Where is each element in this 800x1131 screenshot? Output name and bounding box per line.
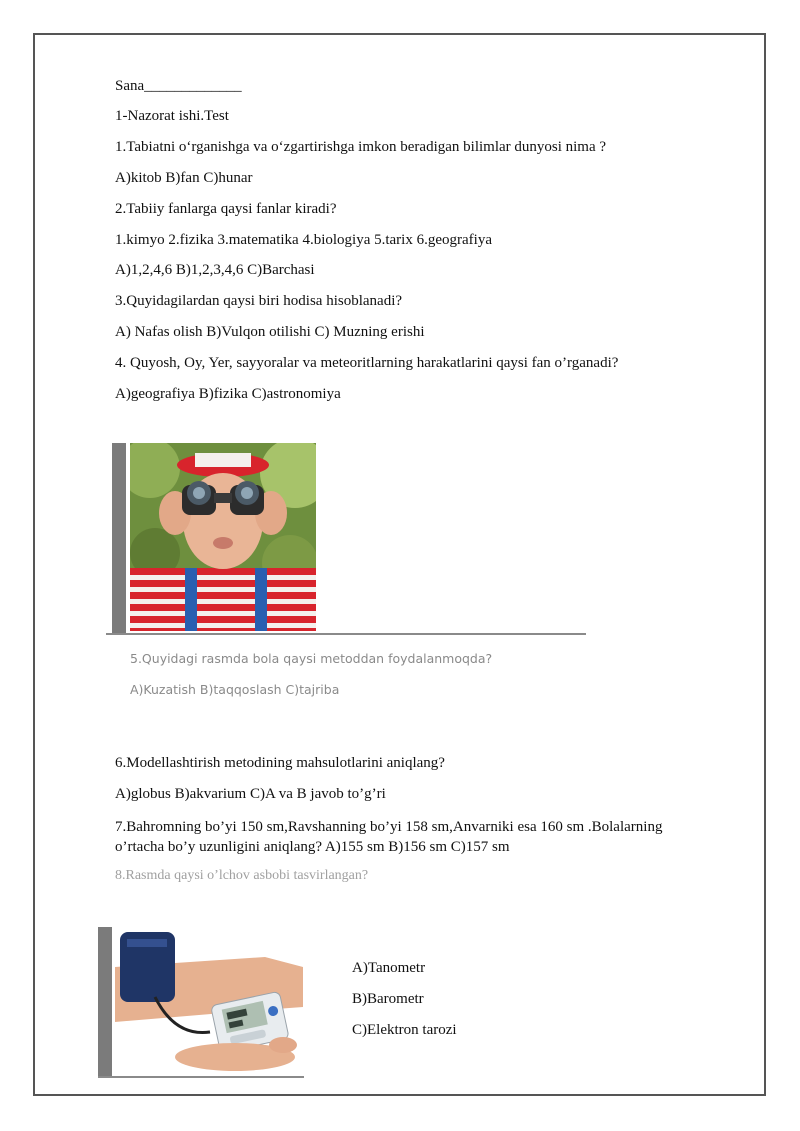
image-bottom-rule	[98, 1076, 304, 1078]
question-4: 4. Quyosh, Oy, Yer, sayyoralar va meteoritlarning harakatlarini qaysi fan o’rganadi?	[115, 355, 619, 371]
question-5: 5.Quyidagi rasmda bola qaysi metoddan foydalanmoqda?	[130, 651, 493, 666]
question-6: 6.Modellashtirish metodining mahsulotlarini aniqlang?	[115, 755, 445, 771]
date-line: Sana_____________	[115, 78, 242, 94]
question-8: 8.Rasmda qaysi o’lchov asbobi tasvirlangan?	[115, 868, 369, 883]
image-bottom-rule	[106, 633, 586, 635]
tonometer-image-block	[98, 927, 304, 1079]
question-2-options: A)1,2,4,6 B)1,2,3,4,6 C)Barchasi	[115, 262, 315, 278]
question-3-options: A) Nafas olish B)Vulqon otilishi C) Muzning erishi	[115, 324, 425, 340]
question-2: 2.Tabiiy fanlarga qaysi fanlar kiradi?	[115, 201, 337, 217]
question-5-options: A)Kuzatish B)taqqoslash C)tajriba	[130, 682, 340, 697]
image-side-bar	[112, 443, 126, 633]
question-8-option-b: B)Barometr	[352, 991, 424, 1007]
question-8-option-a: A)Tanometr	[352, 960, 426, 976]
question-6-options: A)globus B)akvarium C)A va B javob to’g’ri	[115, 786, 386, 802]
image-side-bar	[98, 927, 112, 1077]
question-1-options: A)kitob B)fan C)hunar	[115, 170, 253, 186]
test-title: 1-Nazorat ishi.Test	[115, 108, 229, 124]
binoculars-image-block	[106, 443, 586, 636]
question-2-list: 1.kimyo 2.fizika 3.matematika 4.biologiya 5.tarix 6.geografiya	[115, 232, 492, 248]
blood-pressure-monitor-photo	[115, 927, 303, 1075]
question-8-option-c: C)Elektron tarozi	[352, 1022, 457, 1038]
child-binoculars-photo	[130, 443, 316, 631]
question-4-options: A)geografiya B)fizika C)astronomiya	[115, 386, 341, 402]
question-3: 3.Quyidagilardan qaysi biri hodisa hisoblanadi?	[115, 293, 403, 309]
question-1: 1.Tabiatni o‘rganishga va o‘zgartirishga imkon beradigan bilimlar dunyosi nima ?	[115, 139, 607, 155]
question-7: 7.Bahromning bo’yi 150 sm,Ravshanning bo’yi 158 sm,Anvarniki esa 160 sm .Bolalarning o’rtacha bo’y uzunligini aniqlang? A)155 sm B)156 sm C)157 sm	[115, 819, 663, 855]
